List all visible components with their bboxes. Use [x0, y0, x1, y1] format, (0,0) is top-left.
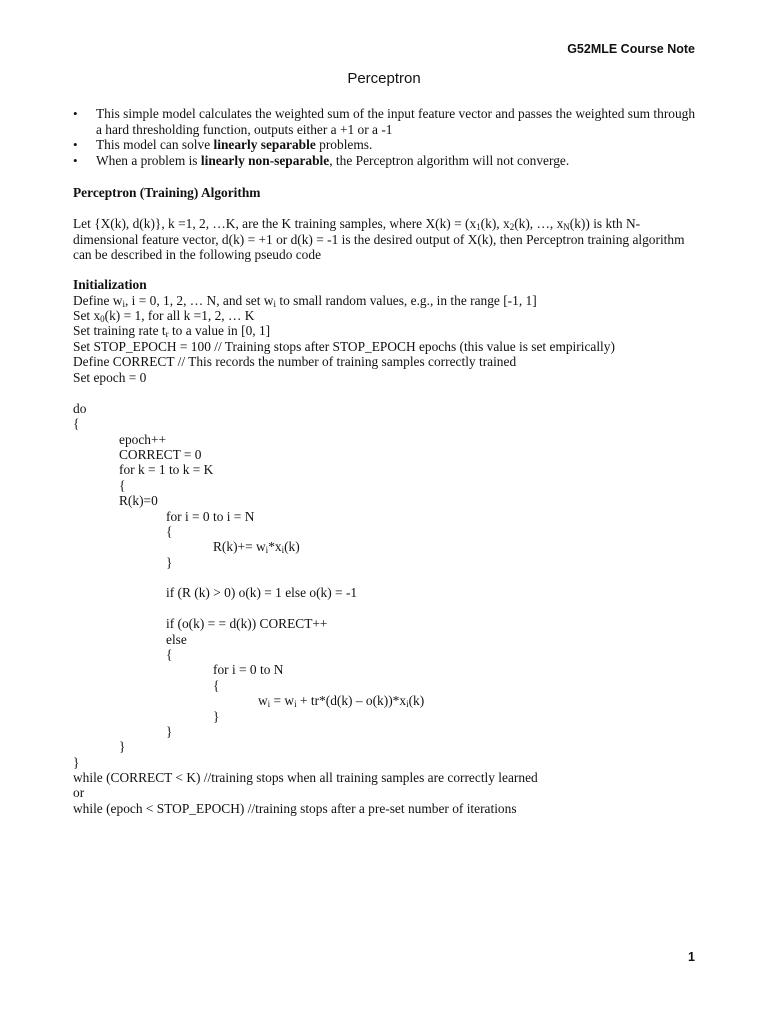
- bullet-item: • This simple model calculates the weighted sum of the input feature vector and passes the weighted sum through a hard thresholding function, outputs either a +1 or a -1: [73, 106, 697, 137]
- code-line: or: [73, 785, 85, 800]
- code-line: }: [73, 755, 80, 770]
- code-line: {: [73, 416, 80, 431]
- code-line: if (o(k) = = d(k)) CORECT++: [166, 616, 328, 631]
- code-line: }: [166, 555, 173, 570]
- code-line: for k = 1 to k = K: [119, 462, 214, 477]
- init-line: Define CORRECT // This records the number of training samples correctly trained: [73, 354, 517, 369]
- course-header: G52MLE Course Note: [567, 42, 695, 56]
- code-line: {: [213, 678, 220, 693]
- code-line: while (epoch < STOP_EPOCH) //training stops after a pre-set number of iterations: [73, 801, 517, 816]
- bullet-item: • When a problem is linearly non-separable, the Perceptron algorithm will not converge.: [73, 153, 697, 169]
- code-line: }: [213, 709, 220, 724]
- code-line: {: [119, 478, 126, 493]
- initialization-heading: Initialization: [73, 277, 147, 292]
- code-line: {: [166, 524, 173, 539]
- code-line: do: [73, 401, 87, 416]
- init-line: Set training rate $t_r$ to a value in [0, 1]: [73, 323, 271, 339]
- algorithm-intro: Let {X(k), d(k)}, k =1, 2, …K, are the K training samples, where $X(k) = (x_1(k)$, $x_2(k)$, …, $x_N(k)$) is kth N-dimensional feature vector, d(k) = +1 or d(k) = -1 is the desired output of X(k), then Perceptron training algorithm can be described in the following pseudo code: [73, 216, 685, 262]
- code-line: else: [166, 632, 187, 647]
- page-number: 1: [688, 950, 695, 964]
- code-line: if (R (k) > 0) o(k) = 1 else o(k) = -1: [166, 585, 358, 600]
- init-line: Set STOP_EPOCH = 100 // Training stops after STOP_EPOCH epochs (this value is set empirically): [73, 339, 615, 354]
- init-line: Set epoch = 0: [73, 370, 147, 385]
- code-line: for i = 0 to N: [213, 662, 284, 677]
- bullet-item: • This model can solve linearly separable problems.: [73, 137, 697, 153]
- algorithm-heading: Perceptron (Training) Algorithm: [73, 185, 261, 200]
- code-line: epoch++: [119, 432, 167, 447]
- init-line: Define $w_i$, i = 0, 1, 2, … N, and set $w_i$ to small random values, e.g., in the range [-1, 1]: [73, 293, 537, 309]
- page-title: Perceptron: [347, 70, 421, 87]
- code-line: while (CORRECT < K) //training stops when all training samples are correctly learned: [73, 770, 538, 785]
- code-line: }: [166, 724, 173, 739]
- code-line: for i = 0 to i = N: [166, 509, 255, 524]
- code-line: CORRECT = 0: [119, 447, 202, 462]
- bullet-list: [73, 106, 697, 168]
- code-line: }: [119, 739, 126, 754]
- init-line: Set $x_0(k) = 1$, for all k =1, 2, … K: [73, 308, 255, 324]
- code-line: R(k)=0: [119, 493, 158, 508]
- code-line: $w_i = w_i + tr*(d(k) - o(k))*x_i(k)$: [258, 693, 425, 709]
- code-line: {: [166, 647, 173, 662]
- code-line: $R(k)+= w_i*x_i(k)$: [213, 539, 300, 555]
